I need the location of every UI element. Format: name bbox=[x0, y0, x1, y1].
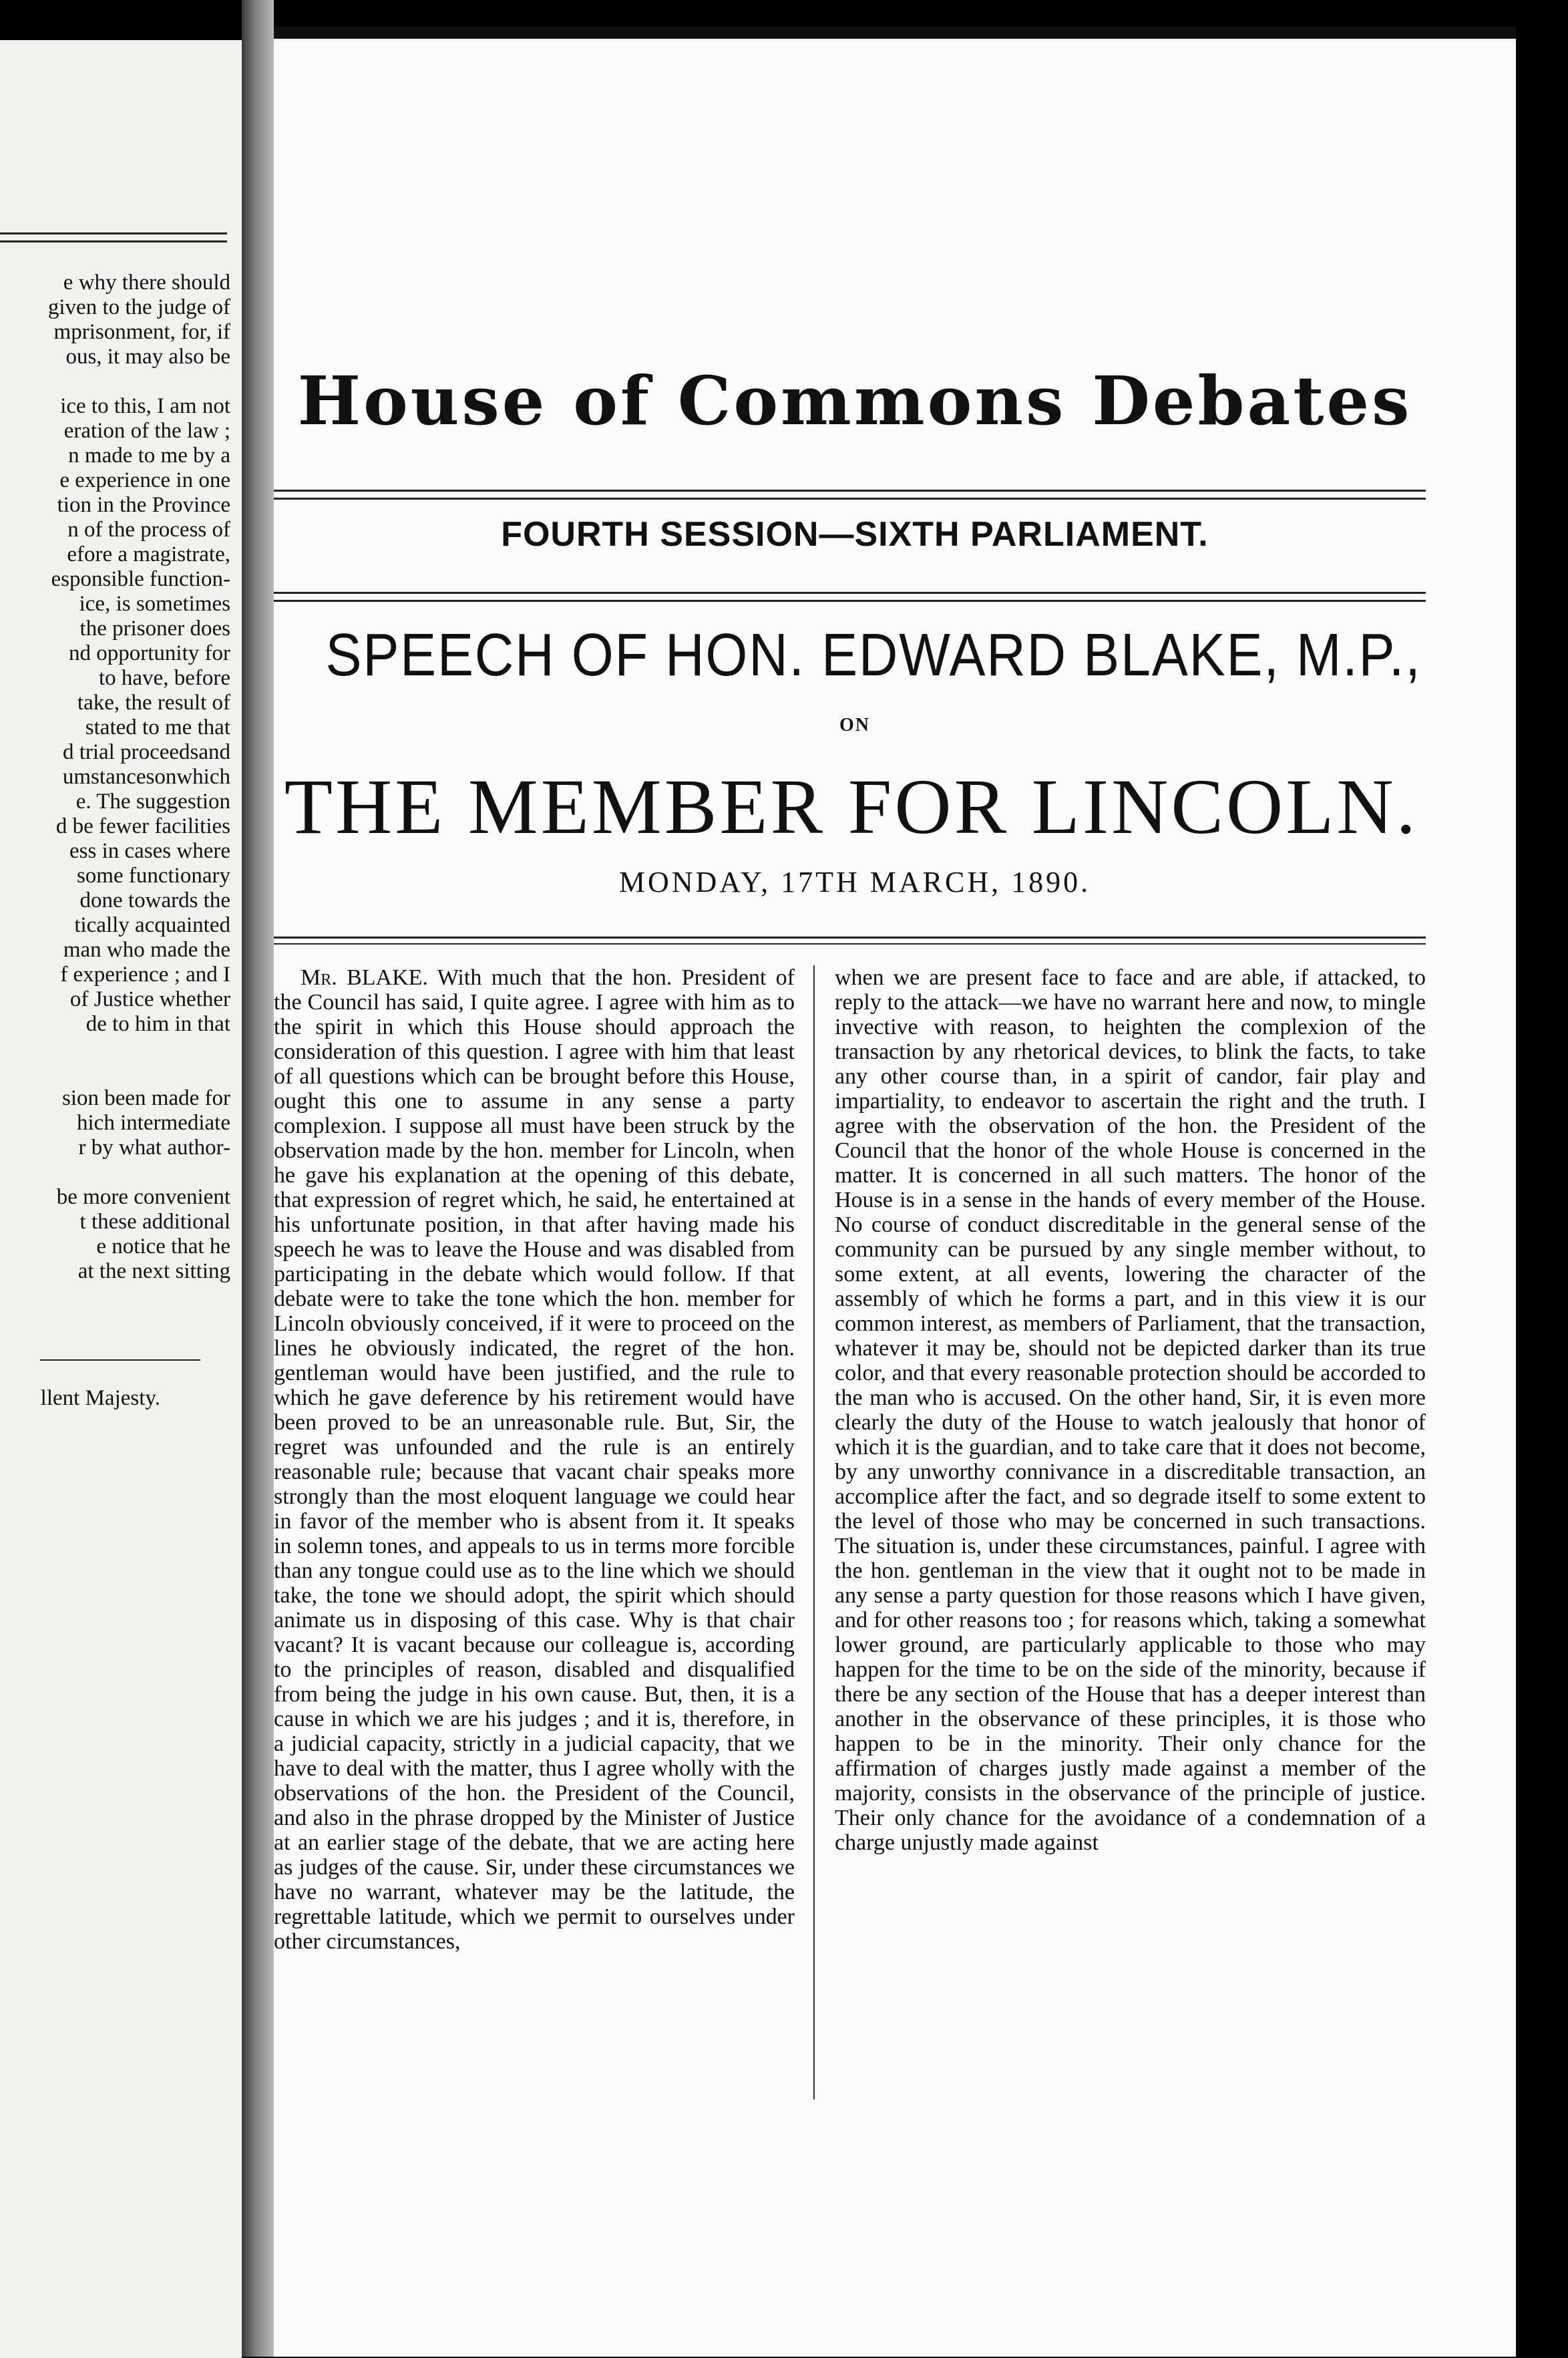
facing-page-line: ess in cases where bbox=[69, 839, 230, 863]
text-column-left bbox=[274, 965, 795, 2101]
facing-page-rule bbox=[40, 1359, 200, 1361]
session-line: FOURTH SESSION—SIXTH PARLIAMENT. bbox=[501, 515, 1209, 554]
facing-page-line: tically acquainted bbox=[74, 913, 230, 937]
facing-page-line: stated to me that bbox=[85, 715, 230, 739]
rule bbox=[274, 600, 1426, 602]
facing-page-line: ice, is sometimes bbox=[79, 592, 230, 616]
facing-page-line: e experience in one bbox=[59, 468, 230, 492]
facing-page-line: n made to me by a bbox=[68, 444, 230, 468]
facing-page bbox=[0, 40, 242, 2358]
facing-page-line: ice to this, I am not bbox=[60, 394, 230, 418]
rule bbox=[274, 592, 1426, 594]
speaker-name: Mr. BLAKE. bbox=[301, 965, 428, 990]
facing-page-gap bbox=[0, 1037, 230, 1061]
facing-page-line bbox=[0, 369, 230, 394]
subject-title: THE MEMBER FOR LINCOLN. bbox=[284, 763, 1419, 850]
left-column-text: With much that the hon. President of the Council has said, I quite agree. I agree with him as to the spirit in which this House should approach the consideration of this question. I agree with him that least of all questions which can be brought before this House, ought this one to assume in any sense a party complexion. I suppose all must have been struck by the observation made by the hon. member for Lincoln, when he gave his explanation at the opening of this debate, that expression of regret which, he said, he entertained at his unfortunate position, in that after having made his speech he was to leave the House and was disabled from participating in the debate which would follow. If that debate were to take the tone which the hon. member for Lincoln obviously conceived, if it were to proceed on the lines he obviously indicated, the regret of the hon. gentleman would have been justified, and the rule to which he gave deference by his retirement would have been proved to be an unreasonable rule. But, Sir, the regret was unfounded and the rule is an entirely reasonable rule; because that vacant chair speaks more strongly than the most eloquent language we could hear in favor of the member who is absent from it. It speaks in solemn tones, and appeals to us in terms more forcible than any tongue could use as to the line which we should take, the tone we should adopt, the spirit which should animate us in disposing of this case. Why is that chair vacant? It is vacant because our colleague is, according to the principles of reason, disabled and disqualified from being the judge in his own cause. But, then, it is a cause in which we are his judges ; and it is, therefore, in a judicial capacity, strictly in a judicial capacity, that we have to deal with the matter, thus I agree wholly with the observations of the hon. the President of the Council, and also in the phrase dropped by the Minister of Justice at an earlier stage of the debate, that we are acting here as judges of the cause. Sir, under these circumstances we have no warrant, whatever may be the latitude, the regrettable latitude, which we permit to ourselves under other circumstances, bbox=[274, 965, 795, 1954]
facing-page-line: n of the process of bbox=[67, 518, 230, 542]
column-divider bbox=[813, 965, 815, 2099]
facing-page-line: eration of the law ; bbox=[63, 419, 230, 443]
book-gutter bbox=[242, 0, 274, 2357]
speech-title: SPEECH OF HON. EDWARD BLAKE, M.P., bbox=[325, 622, 1422, 689]
facing-page-line: ous, it may also be bbox=[65, 345, 230, 369]
facing-page-line: take, the result of bbox=[77, 691, 230, 715]
facing-page-line: esponsible function- bbox=[51, 567, 230, 591]
facing-page-line: e notice that he bbox=[96, 1234, 230, 1258]
facing-page-line: done towards the bbox=[79, 888, 230, 912]
facing-page-line: to have, before bbox=[99, 666, 230, 690]
facing-page-line: nd opportunity for bbox=[69, 641, 230, 665]
facing-page-gap bbox=[0, 1061, 230, 1086]
facing-page-line: hich intermediate bbox=[77, 1111, 230, 1135]
facing-page-line: the prisoner does bbox=[79, 617, 230, 641]
date-line: MONDAY, 17TH MARCH, 1890. bbox=[618, 866, 1091, 898]
rule bbox=[274, 943, 1426, 945]
facing-page-line: tion in the Province bbox=[57, 493, 230, 517]
facing-page-line: of Justice whether bbox=[69, 987, 230, 1011]
facing-page-line: f experience ; and I bbox=[60, 963, 230, 987]
facing-page-line: mprisonment, for, if bbox=[53, 320, 230, 344]
facing-page-line: man who made the bbox=[63, 938, 230, 962]
facing-page-line: given to the judge of bbox=[47, 295, 230, 319]
facing-page-line: d trial proceedsand bbox=[62, 740, 230, 764]
text-column-right bbox=[835, 965, 1426, 2101]
right-column-text: when we are present face to face and are able, if attacked, to reply to the attack—we have no warrant here and now, to mingle invective with reason, to heighten the complexion of the transaction by any rhetorical devices, to blink the facts, to take any other course than, in a spirit of candor, fair play and impartiality, to endeavor to ascertain the right and the truth. I agree with the observation of the hon. the President of the Council that the honor of the whole House is concerned in the matter. It is concerned in all such matters. The honor of the House is in a sense in the hands of every member of the House. No course of conduct discreditable in the general sense of the community can be pursued by any single member without, to some extent, at all events, lowering the character of the assembly of which he forms a part, and in this view it is our common interest, as members of Parliament, that the transaction, whatever it may be, should not be depicted darker than its true color, and that every reasonable protection should be accorded to the man who is accused. On the other hand, Sir, it is even more clearly the duty of the House to watch jealously that honor of which it is the guardian, and to take care that it does not become, by any unworthy connivance in a discreditable transaction, an accomplice after the fact, and so degrade itself to some extent to the level of those who may be concerned in such transactions. The situation is, under these circumstances, painful. I agree with the hon. gentleman in the view that it ought not to be made in any sense a party question for those reasons which I have given, and for other reasons too ; for reasons which, taking a somewhat lower ground, are particularly applicable to those who may happen for the time to be on the side of the minority, because if there be any section of the House that has a deeper interest than another in the observance of these principles, it is those who happen to be in the minority. Their only chance for the affirmation of charges justly made against a member of the majority, consists in the observance of the principle of justice. Their only chance for the avoidance of a condemnation of a charge unjustly made against bbox=[835, 965, 1426, 1855]
facing-page-line: umstancesonwhich bbox=[62, 765, 230, 789]
top-edge bbox=[274, 27, 1516, 39]
facing-page-line: e. The suggestion bbox=[75, 790, 230, 814]
facing-page-line: t these additional bbox=[79, 1210, 230, 1234]
rule bbox=[274, 490, 1426, 492]
masthead: House of Commons Debates bbox=[297, 361, 1412, 440]
facing-page-line: efore a magistrate, bbox=[67, 542, 230, 566]
on-word: ON bbox=[839, 715, 870, 735]
facing-page-line: sion been made for bbox=[62, 1086, 230, 1110]
document-page bbox=[274, 27, 1516, 2357]
facing-page-closing: llent Majesty. bbox=[40, 1386, 160, 1410]
facing-page-line: de to him in that bbox=[85, 1012, 230, 1036]
rule bbox=[274, 937, 1426, 939]
facing-page-line: r by what author- bbox=[78, 1136, 230, 1160]
facing-page-rule bbox=[0, 232, 227, 234]
facing-page-line: e why there should bbox=[63, 271, 230, 295]
facing-page-text bbox=[0, 271, 230, 1284]
rule bbox=[274, 498, 1426, 500]
facing-page-line: be more convenient bbox=[56, 1185, 230, 1209]
facing-page-line bbox=[0, 1160, 230, 1185]
facing-page-line: d be fewer facilities bbox=[55, 814, 230, 838]
facing-page-line: at the next sitting bbox=[77, 1259, 230, 1283]
facing-page-line: some functionary bbox=[76, 864, 230, 888]
facing-page-rule bbox=[0, 240, 227, 242]
